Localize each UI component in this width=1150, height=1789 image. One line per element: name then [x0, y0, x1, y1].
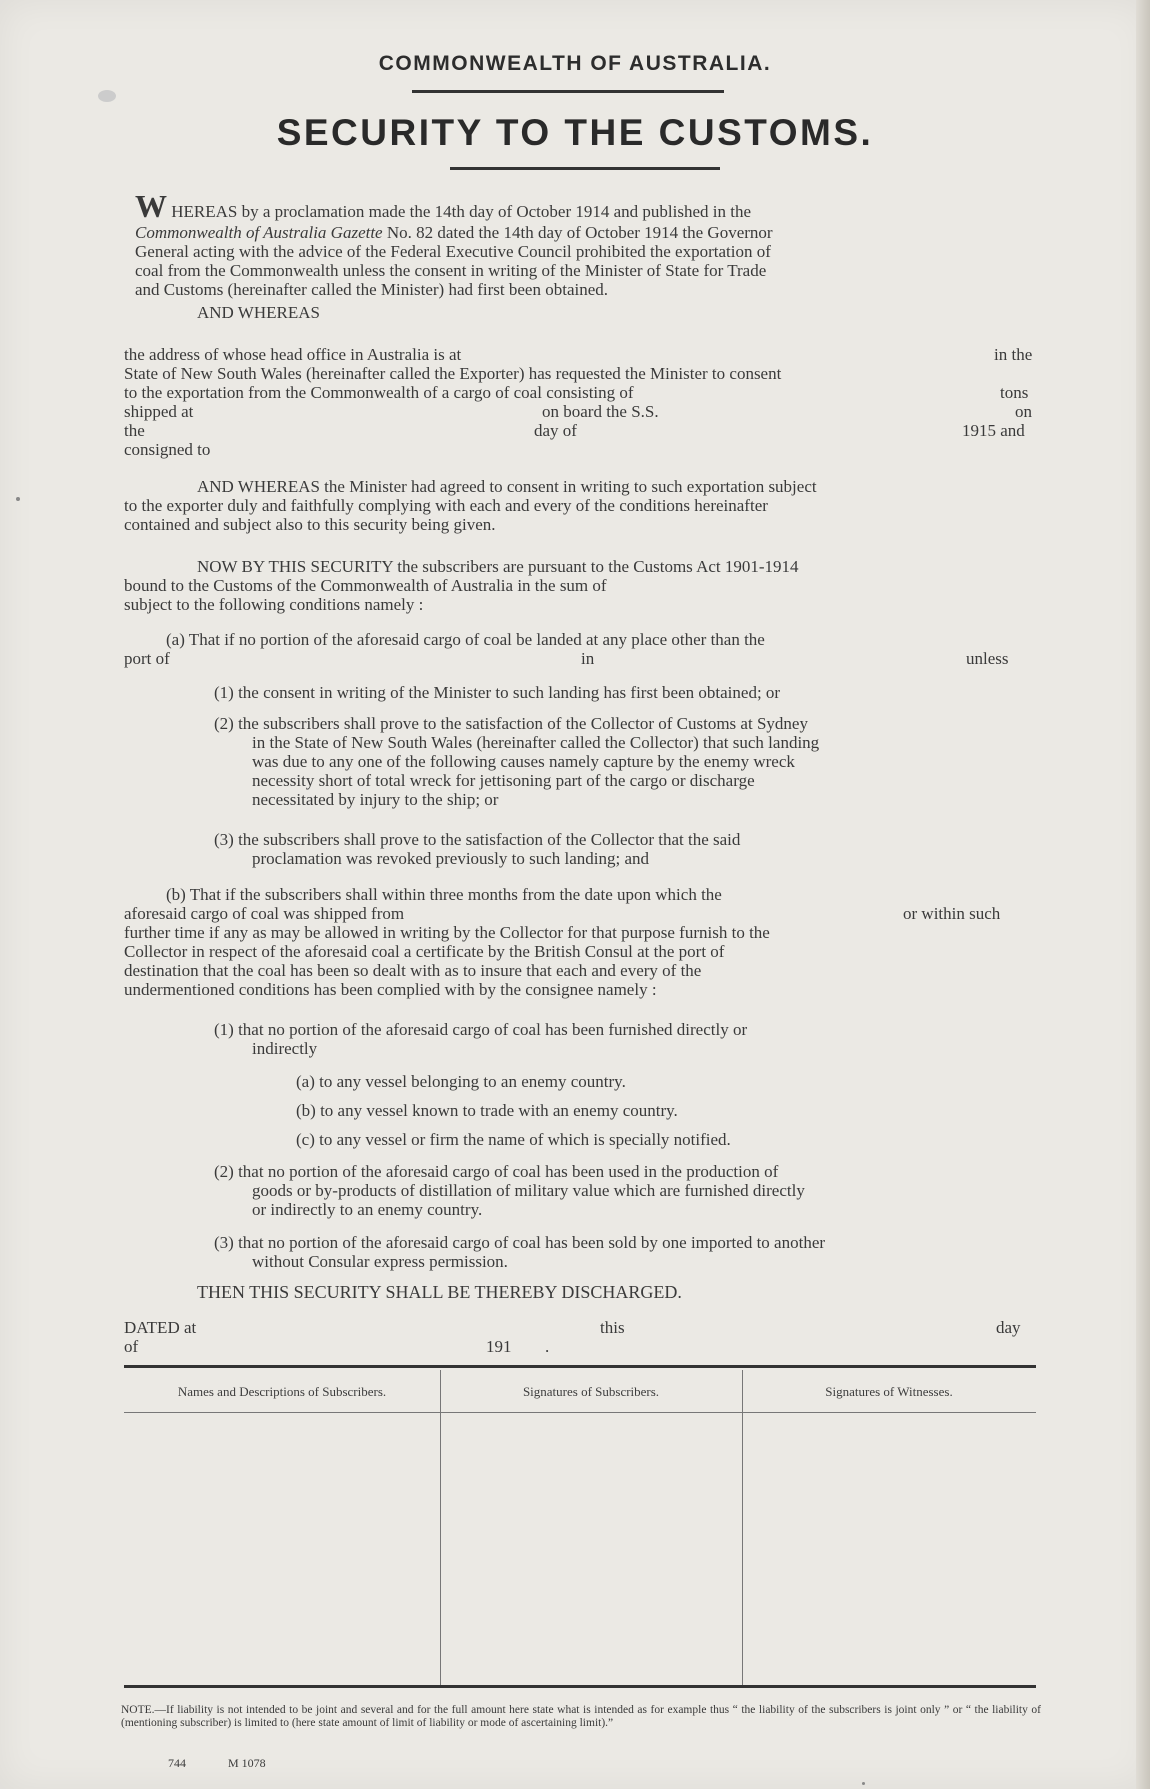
form-reference: M 1078 [228, 1756, 266, 1770]
country-heading: COMMONWEALTH OF AUSTRALIA. [378, 52, 772, 75]
cond-a-item-3b: proclamation was revoked previously to such landing; and [252, 849, 650, 868]
now-by-line-3: subject to the following conditions namely : [124, 595, 424, 614]
agreed-line-3: contained and subject also to this security being given. [124, 515, 496, 534]
table-top-rule [124, 1365, 1036, 1368]
cond-a-item-1: (1) the consent in writing of the Minister to such landing has first been obtained; or [214, 683, 781, 702]
dated-day: day [996, 1318, 1021, 1337]
dropcap: W [135, 188, 167, 224]
cond-a-item-3: (3) the subscribers shall prove to the satisfaction of the Collector that the said [214, 830, 741, 849]
year-1915: 1915 and [962, 421, 1025, 440]
cond-b-line-2-right: or within such [903, 904, 1001, 923]
address-line: the address of whose head office in Australia is at [124, 345, 462, 364]
table-divider-1 [440, 1370, 441, 1685]
whereas-text-2: No. 82 dated the 14th day of October 1914 the Governor [382, 223, 773, 242]
cond-b-item-2b: goods or by-products of distillation of military value which are furnished directly [252, 1181, 805, 1200]
dated-year: 191 [486, 1337, 512, 1356]
table-bottom-rule [124, 1685, 1036, 1688]
cond-a-item-2d: necessity short of total wreck for jettisoning part of the cargo or discharge [252, 771, 755, 790]
col-head-witnesses: Signatures of Witnesses. [825, 1384, 953, 1399]
form-number: 744 [168, 1756, 186, 1770]
table-divider-2 [742, 1370, 743, 1685]
dated-at: DATED at [124, 1318, 197, 1337]
cond-a-in: in [581, 649, 595, 668]
cond-a-unless: unless [966, 649, 1009, 668]
gazette-title: Commonwealth of Australia Gazette [135, 223, 383, 242]
and-whereas-heading: AND WHEREAS [197, 303, 320, 322]
cond-b-item-3: (3) that no portion of the aforesaid cargo of coal has been sold by one imported to another [214, 1233, 826, 1252]
col-head-subscribers: Signatures of Subscribers. [522, 1384, 660, 1399]
speck [16, 497, 20, 501]
heading-rule-top [412, 90, 724, 93]
page-edge [1136, 0, 1150, 1789]
cond-b-sub-b: (b) to any vessel known to trade with an enemy country. [296, 1101, 678, 1120]
cond-a-item-2c: was due to any one of the following causes namely capture by the enemy wreck [252, 752, 795, 771]
footnote: NOTE.—If liability is not intended to be joint and several and for the full amount here state what is intended as for example thus “ the liability of the subscribers is joint only ” or “ the liability of (mentioning subscriber) is limited to (here state amount of limit of liability or mode of ascertaining limit).” [121, 1704, 1041, 1729]
discharge-line: THEN THIS SECURITY SHALL BE THEREBY DISCHARGED. [197, 1282, 682, 1302]
cond-b-item-2c: or indirectly to an enemy country. [252, 1200, 483, 1219]
consigned-to: consigned to [124, 440, 211, 459]
agreed-line-2: to the exporter duly and faithfully complying with each and every of the conditions hereinafter [124, 496, 768, 515]
agreed-line-1: AND WHEREAS the Minister had agreed to consent in writing to such exportation subject [197, 477, 817, 496]
cond-b-line-4: Collector in respect of the aforesaid coal a certificate by the British Consul at the port of [124, 942, 725, 961]
dated-of: of [124, 1337, 139, 1356]
heading-rule-bottom [450, 167, 720, 170]
cond-a-port: port of [124, 649, 170, 668]
address-in-the: in the [994, 345, 1033, 364]
shipped-on: on [1015, 402, 1032, 421]
cond-a-item-2e: necessitated by injury to the ship; or [252, 790, 499, 809]
whereas-line-4: coal from the Commonwealth unless the consent in writing of the Minister of State for Trade [135, 261, 767, 280]
paper-mark [98, 90, 116, 102]
cond-b-line-3: further time if any as may be allowed in writing by the Collector for that purpose furnish to the [124, 923, 770, 942]
cond-b-item-2: (2) that no portion of the aforesaid cargo of coal has been used in the production of [214, 1162, 779, 1181]
now-by-line-1: NOW BY THIS SECURITY the subscribers are pursuant to the Customs Act 1901-1914 [197, 557, 799, 576]
cond-b-line-6: undermentioned conditions has been complied with by the consignee namely : [124, 980, 657, 999]
whereas-line-5: and Customs (hereinafter called the Minister) had first been obtained. [135, 280, 609, 299]
shipped-at: shipped at [124, 402, 194, 421]
dated-this: this [600, 1318, 625, 1337]
cond-a-item-2b: in the State of New South Wales (hereinafter called the Collector) that such landing [252, 733, 820, 752]
the-day: the [124, 421, 145, 440]
on-board: on board the S.S. [542, 402, 659, 421]
day-of: day of [534, 421, 577, 440]
speck [862, 1782, 865, 1785]
dated-dot: . [545, 1337, 550, 1356]
col-head-names: Names and Descriptions of Subscribers. [177, 1384, 387, 1399]
cond-b-item-3b: without Consular express permission. [252, 1252, 508, 1271]
whereas-text-1: HEREAS by a proclamation made the 14th day of October 1914 and published in the [171, 202, 752, 221]
cond-b-line-2: aforesaid cargo of coal was shipped from [124, 904, 405, 923]
cond-b-sub-a: (a) to any vessel belonging to an enemy country. [296, 1072, 626, 1091]
table-header-rule [124, 1412, 1036, 1413]
cond-b-line-5: destination that the coal has been so dealt with as to insure that each and every of the [124, 961, 702, 980]
document-title: SECURITY TO THE CUSTOMS. [276, 112, 874, 153]
export-tons: tons [1000, 383, 1029, 402]
cond-a-line-1: (a) That if no portion of the aforesaid cargo of coal be landed at any place other than the [166, 630, 765, 649]
whereas-line-3: General acting with the advice of the Federal Executive Council prohibited the exportation of [135, 242, 771, 261]
export-line: to the exportation from the Commonwealth of a cargo of coal consisting of [124, 383, 634, 402]
cond-b-item-1: (1) that no portion of the aforesaid cargo of coal has been furnished directly or [214, 1020, 748, 1039]
whereas-line-2 [135, 223, 773, 242]
cond-b-line-1: (b) That if the subscribers shall within three months from the date upon which the [166, 885, 722, 904]
now-by-line-2: bound to the Customs of the Commonwealth of Australia in the sum of [124, 576, 607, 595]
cond-a-item-2: (2) the subscribers shall prove to the satisfaction of the Collector of Customs at Sydney [214, 714, 808, 733]
cond-b-sub-c: (c) to any vessel or firm the name of which is specially notified. [296, 1130, 731, 1149]
cond-b-item-1b: indirectly [252, 1039, 318, 1058]
state-line: State of New South Wales (hereinafter called the Exporter) has requested the Minister to consent [124, 364, 782, 383]
whereas-line-1 [135, 188, 752, 224]
